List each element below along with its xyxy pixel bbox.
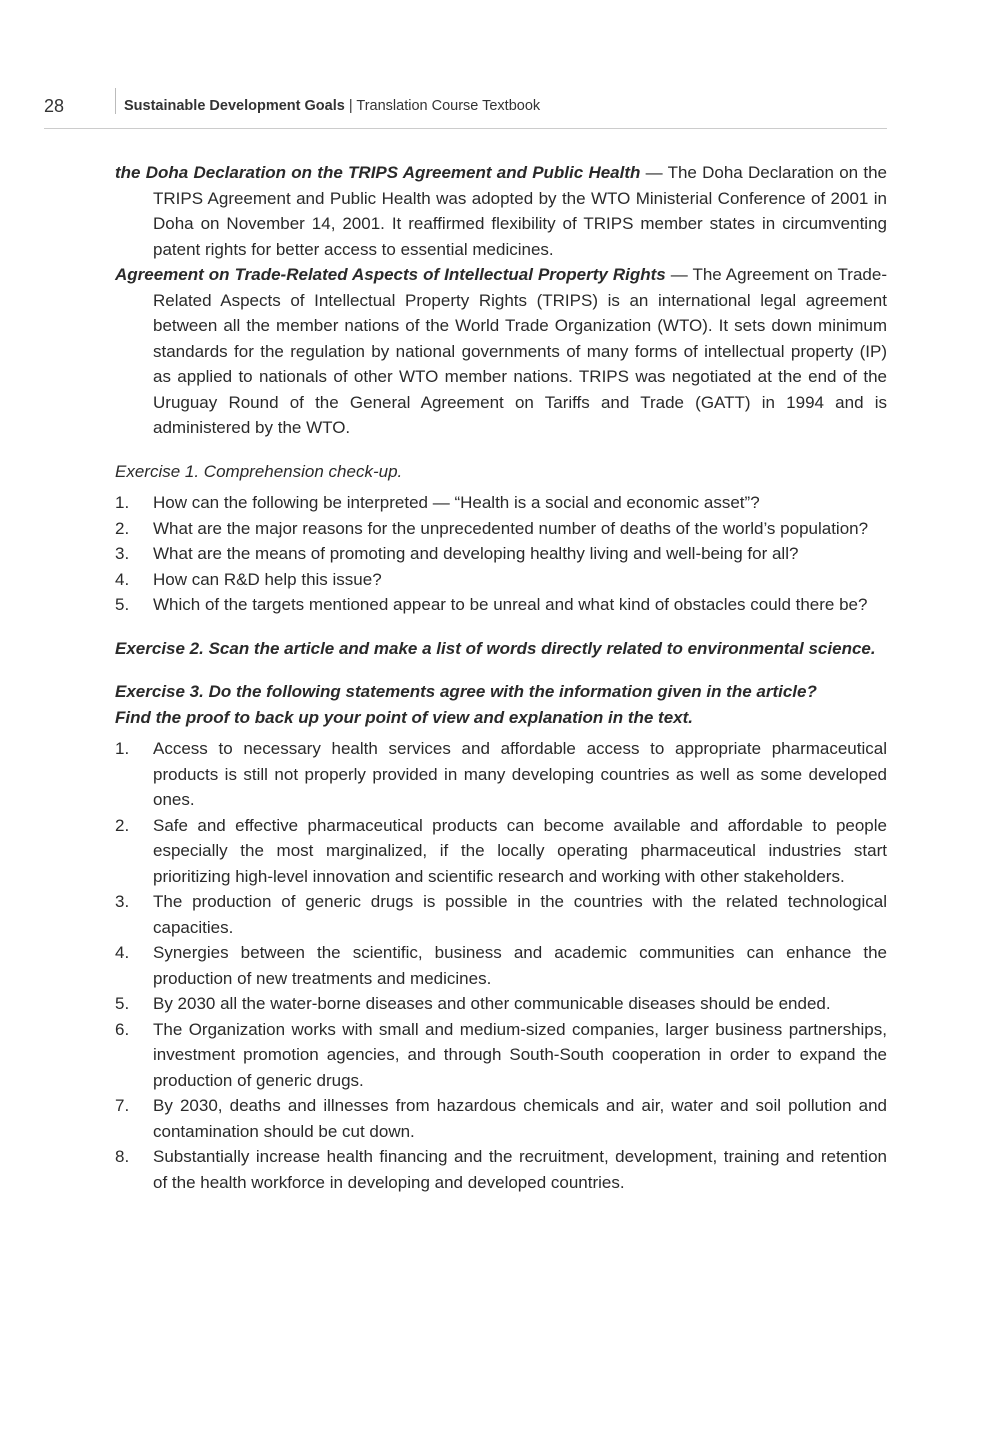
exercise-2-heading: Exercise 2. Scan the article and make a list of words directly related to environmental science.	[115, 638, 876, 658]
item-number: 7.	[115, 1096, 130, 1115]
exercise-1-list	[115, 490, 887, 618]
page-number: 28	[44, 96, 65, 116]
list-item	[115, 592, 887, 618]
item-text: Access to necessary health services and affordable access to appropriate pharmaceutical products is still not properly provided in many developing countries as well as some developed ones.	[153, 739, 887, 809]
list-item	[115, 1144, 887, 1195]
item-number: 5.	[115, 994, 130, 1013]
glossary-entry	[115, 262, 887, 441]
item-text: By 2030, deaths and illnesses from hazardous chemicals and air, water and soil pollution and contamination should be cut down.	[153, 1096, 887, 1141]
list-item	[115, 940, 887, 991]
book-subtitle: Translation Course Textbook	[356, 98, 541, 114]
item-number: 4.	[115, 569, 130, 589]
list-item	[115, 991, 887, 1017]
header-rule	[44, 128, 887, 129]
item-number: 2.	[115, 518, 130, 538]
list-item	[115, 490, 887, 516]
glossary-term: Agreement on Trade-Related Aspects of Intellectual Property Rights	[115, 265, 666, 284]
item-text: Which of the targets mentioned appear to be unreal and what kind of obstacles could there be?	[153, 595, 868, 614]
item-text: How can R&D help this issue?	[153, 569, 382, 589]
item-text: By 2030 all the water-borne diseases and other communicable diseases should be ended.	[153, 994, 831, 1013]
item-text: Safe and effective pharmaceutical products can become available and affordable to people especially the most marginalized, if the locally operating pharmaceutical industries start prioritizing high-level innovation and scientific research and working with other stakeholders.	[153, 815, 887, 886]
exercise-3-list	[115, 736, 887, 1195]
header-divider	[115, 88, 116, 114]
item-number: 3.	[115, 544, 130, 563]
running-title	[124, 98, 540, 114]
item-number: 1.	[115, 739, 130, 758]
page-body	[115, 160, 887, 1195]
title-separator: |	[348, 98, 353, 114]
list-item	[115, 889, 887, 940]
list-item	[115, 1093, 887, 1144]
exercise-1-heading: Exercise 1. Comprehension check-up.	[115, 461, 403, 481]
item-number: 6.	[115, 1019, 130, 1039]
item-number: 2.	[115, 815, 130, 835]
glossary-term: the Doha Declaration on the TRIPS Agreement and Public Health	[115, 163, 641, 182]
running-header	[0, 96, 1000, 118]
item-text: Synergies between the scientific, business and academic communities can enhance the production of new treatments and medicines.	[153, 943, 887, 988]
exercise-3-heading-line2: Find the proof to back up your point of view and explanation in the text.	[115, 707, 694, 727]
item-number: 4.	[115, 943, 130, 962]
item-text: How can the following be interpreted — “Health is a social and economic asset”?	[153, 493, 760, 512]
item-number: 1.	[115, 493, 130, 512]
exercise-3-heading-line1: Exercise 3. Do the following statements agree with the information given in the article?	[115, 682, 817, 701]
item-text: The Organization works with small and medium-sized companies, larger business partnerships, investment promotion agencies, and through South-South cooperation in order to expand the production of generic drugs.	[153, 1019, 887, 1090]
item-number: 3.	[115, 892, 130, 911]
item-number: 5.	[115, 595, 130, 614]
glossary-definition: — The Doha Declaration on the TRIPS Agreement and Public Health was adopted by the WTO Ministerial Conference of 2001 in Doha on November 14, 2001. It reaffirmed flexibility of TRIPS member states in circumventing patent rights for better access to essential medicines.	[153, 163, 887, 259]
list-item	[115, 736, 887, 813]
list-item	[115, 813, 887, 890]
glossary-definition: — The Agreement on Trade-Related Aspects of Intellectual Property Rights (TRIPS) is an international legal agreement between all the member nations of the World Trade Organization (WTO). It sets down minimum standards for the regulation by national governments of many forms of intellectual property (IP) as applied to nationals of other WTO member nations. TRIPS was negotiated at the end of the Uruguay Round of the General Agreement on Tariffs and Trade (GATT) in 1994 and is administered by the WTO.	[153, 265, 887, 437]
item-text: The production of generic drugs is possible in the countries with the related technological capacities.	[153, 892, 887, 937]
item-number: 8.	[115, 1147, 130, 1166]
item-text: What are the major reasons for the unprecedented number of deaths of the world’s population?	[153, 518, 869, 538]
list-item	[115, 541, 887, 567]
book-title: Sustainable Development Goals	[124, 98, 345, 114]
glossary-entry	[115, 160, 887, 262]
list-item	[115, 567, 887, 593]
item-text: Substantially increase health financing and the recruitment, development, training and retention of the health workforce in developing and developed countries.	[153, 1147, 887, 1192]
list-item	[115, 1017, 887, 1094]
list-item	[115, 516, 887, 542]
item-text: What are the means of promoting and developing healthy living and well-being for all?	[153, 544, 799, 563]
